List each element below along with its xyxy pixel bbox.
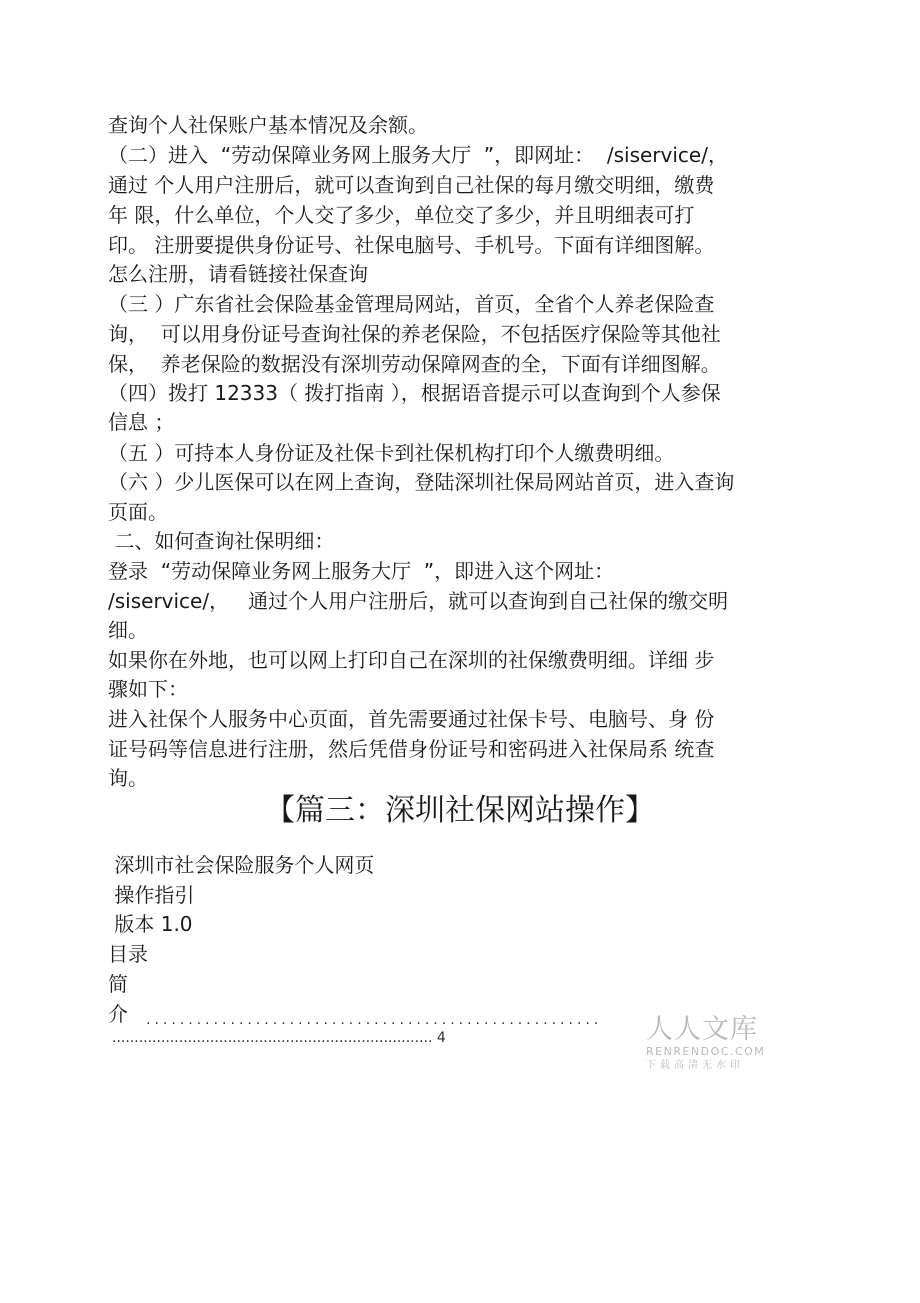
text-line: 查询个人社保账户基本情况及余额。 (108, 113, 428, 137)
toc-title: 目录 (108, 942, 148, 966)
watermark-logo (646, 1015, 776, 1073)
text-line: 保， 养老保险的数据没有深圳劳动保障网查的全，下面有详细图解。 (108, 352, 721, 376)
doc-subtitle: 操作指引 (108, 883, 195, 907)
text-line: 骤如下： (108, 677, 188, 701)
text-line: 怎么注册，请看链接社保查询 (108, 262, 368, 286)
watermark-title: 人人文库 (646, 1014, 758, 1045)
toc-leader-dots: ······················································ (146, 1016, 603, 1032)
text-line: （六 ）少儿医保可以在网上查询，登陆深圳社保局网站首页，进入查询 (108, 470, 735, 494)
text-line: （四）拨打 12333（ 拨打指南 ），根据语音提示可以查询到个人参保 (108, 381, 721, 405)
section-title: 二、如何查询社保明细： (108, 529, 335, 553)
chapter-heading: 【篇三：深圳社保网站操作】 (265, 793, 655, 828)
text-line: 如果你在外地，也可以网上打印自己在深圳的社保缴费明细。详细 步 (108, 648, 715, 672)
text-line: 年 限，什么单位，个人交了多少，单位交了多少，并且明细表可打 (108, 203, 695, 227)
text-line: 询。 (108, 766, 148, 790)
watermark-url: RENRENDOC.COM (646, 1045, 766, 1058)
toc-page-number: ........................................................................ 4 (112, 1030, 446, 1046)
text-line: 信息 ； (108, 410, 175, 434)
text-line: 页面。 (108, 500, 168, 524)
watermark-subtitle: 下载高清无水印 (646, 1060, 744, 1071)
text-line: 细。 (108, 618, 148, 642)
text-line: （五 ）可持本人身份证及社保卡到社保机构打印个人缴费明细。 (108, 441, 675, 465)
doc-version: 版本 1.0 (108, 912, 193, 936)
text-line: （三 ）广东省社会保险基金管理局网站，首页，全省个人养老保险查 (108, 292, 715, 316)
doc-title: 深圳市社会保险服务个人网页 (108, 853, 375, 877)
text-line: 询， 可以用身份证号查询社保的养老保险，不包括医疗保险等其他社 (108, 322, 721, 346)
text-line: 印。 注册要提供身份证号、社保电脑号、手机号。下面有详细图解。 (108, 233, 715, 257)
toc-entry: 简 (108, 972, 128, 996)
text-line: 进入社保个人服务中心页面，首先需要通过社保卡号、电脑号、身 份 (108, 707, 715, 731)
toc-entry: 介 (108, 1002, 128, 1026)
text-line: 通过 个人用户注册后，就可以查询到自己社保的每月缴交明细，缴费 (108, 173, 715, 197)
text-line: 证号码等信息进行注册，然后凭借身份证号和密码进入社保局系 统查 (108, 737, 715, 761)
text-line: 登录 “劳动保障业务网上服务大厅 ”，即进入这个网址： (108, 559, 615, 583)
text-line: （二）进入 “劳动保障业务网上服务大厅 ”，即网址： /siservice/， (108, 143, 728, 167)
text-line: /siservice/， 通过个人用户注册后，就可以查询到自己社保的缴交明 (108, 589, 729, 613)
